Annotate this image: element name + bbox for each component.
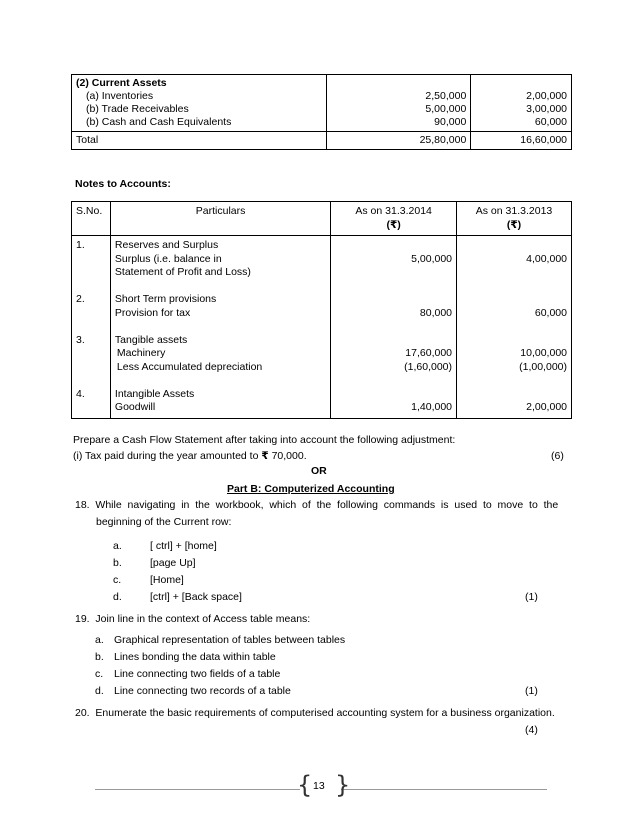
part-b-title: Part B: Computerized Accounting (227, 483, 395, 495)
py-value: 60,000 (534, 116, 567, 128)
py-value: 10,00,000 (520, 347, 567, 359)
row-label: (b) Trade Receivables (86, 103, 189, 115)
note-number: 2. (76, 293, 85, 305)
option-key: d. (113, 591, 122, 603)
total-label: Total (72, 132, 327, 150)
current-assets-heading: (2) Current Assets (76, 77, 167, 89)
header-cy: As on 31.3.2014 (₹) (331, 202, 457, 236)
instruction-line-2: (i) Tax paid during the year amounted to ₹ 70,000. (73, 450, 307, 462)
py-value: 4,00,000 (526, 252, 567, 265)
cy-value: (1,60,000) (404, 360, 453, 373)
py-value: (1,00,000) (519, 360, 567, 373)
particulars-line: Machinery (116, 347, 166, 359)
instruction-line-1: Prepare a Cash Flow Statement after taking into account the following adjustment: (73, 434, 456, 446)
option-text: [page Up] (150, 557, 196, 569)
py-value: 60,000 (534, 306, 567, 319)
option-text: [ctrl] + [Back space] (150, 591, 242, 603)
footer-rule-right (341, 789, 547, 790)
question-20-text: 20. Enumerate the basic requirements of computerised accounting system for a business organization. (75, 707, 555, 719)
particulars-line: Short Term provisions (114, 293, 217, 305)
option-text: Graphical representation of tables between tables (114, 634, 346, 646)
table-header-row (72, 202, 572, 236)
option-text: [ ctrl] + [home] (150, 540, 217, 552)
marks: (4) (525, 724, 538, 736)
cy-value: 5,00,000 (411, 252, 453, 265)
row-label: (a) Inventories (86, 90, 154, 102)
question-19-text: 19. Join line in the context of Access table means: (75, 613, 311, 625)
right-brace-icon: } (335, 771, 351, 799)
page-number: 13 (313, 780, 325, 792)
or-label: OR (311, 465, 327, 477)
py-value: 2,00,000 (526, 401, 567, 413)
table-row (72, 236, 572, 419)
cy-value: 90,000 (434, 116, 467, 128)
particulars-line: Goodwill (114, 401, 156, 413)
currency-symbol: (₹) (386, 218, 401, 231)
total-cy: 25,80,000 (326, 132, 470, 150)
currency-symbol: (₹) (506, 218, 522, 231)
py-value: 2,00,000 (526, 90, 567, 102)
note-number: 1. (76, 239, 85, 251)
cy-value: 17,60,000 (405, 347, 453, 359)
option-text: Line connecting two records of a table (114, 685, 291, 697)
header-sno: S.No. (72, 202, 111, 236)
option-text: Lines bonding the data within table (114, 651, 276, 663)
note-number: 4. (76, 387, 85, 400)
option-key: c. (113, 574, 122, 586)
cy-value: 1,40,000 (411, 401, 453, 413)
particulars-line: Provision for tax (114, 306, 191, 319)
option-key: d. (95, 685, 104, 697)
left-brace-icon: { (297, 771, 313, 799)
cy-value: 2,50,000 (425, 90, 467, 102)
option-key: a. (95, 634, 104, 646)
rupee-symbol: ₹ (261, 450, 269, 462)
option-key: c. (95, 668, 104, 680)
question-18-text-cont: beginning of the Current row: (96, 516, 232, 528)
option-text: [Home] (150, 574, 184, 586)
marks: (1) (525, 685, 538, 697)
current-assets-table (71, 74, 572, 150)
row-label: (b) Cash and Cash Equivalents (86, 116, 232, 128)
option-key: b. (95, 651, 104, 663)
header-py: As on 31.3.2013 (₹) (457, 202, 572, 236)
question-18-text: 18. While navigating in the workbook, which of the following commands is used to move to the (75, 499, 559, 511)
py-value: 3,00,000 (526, 103, 567, 115)
notes-table (71, 201, 572, 419)
option-text: Line connecting two fields of a table (114, 668, 281, 680)
particulars-line: Statement of Profit and Loss) (114, 266, 251, 278)
total-py: 16,60,000 (471, 132, 572, 150)
note-number: 3. (76, 333, 85, 346)
option-key: a. (113, 540, 122, 552)
header-particulars: Particulars (110, 202, 330, 236)
table-row (72, 75, 572, 132)
total-row (72, 132, 572, 150)
marks: (1) (525, 591, 538, 603)
cy-value: 80,000 (419, 306, 453, 319)
particulars-line: Intangible Assets (114, 387, 195, 400)
footer-rule-left (95, 789, 300, 790)
notes-heading: Notes to Accounts: (75, 178, 171, 190)
particulars-line: Less Accumulated depreciation (116, 360, 263, 373)
particulars-line: Reserves and Surplus (114, 239, 219, 251)
particulars-line: Tangible assets (114, 333, 188, 346)
cy-value: 5,00,000 (425, 103, 467, 115)
particulars-line: Surplus (i.e. balance in (114, 252, 222, 265)
option-key: b. (113, 557, 122, 569)
marks: (6) (551, 450, 564, 462)
